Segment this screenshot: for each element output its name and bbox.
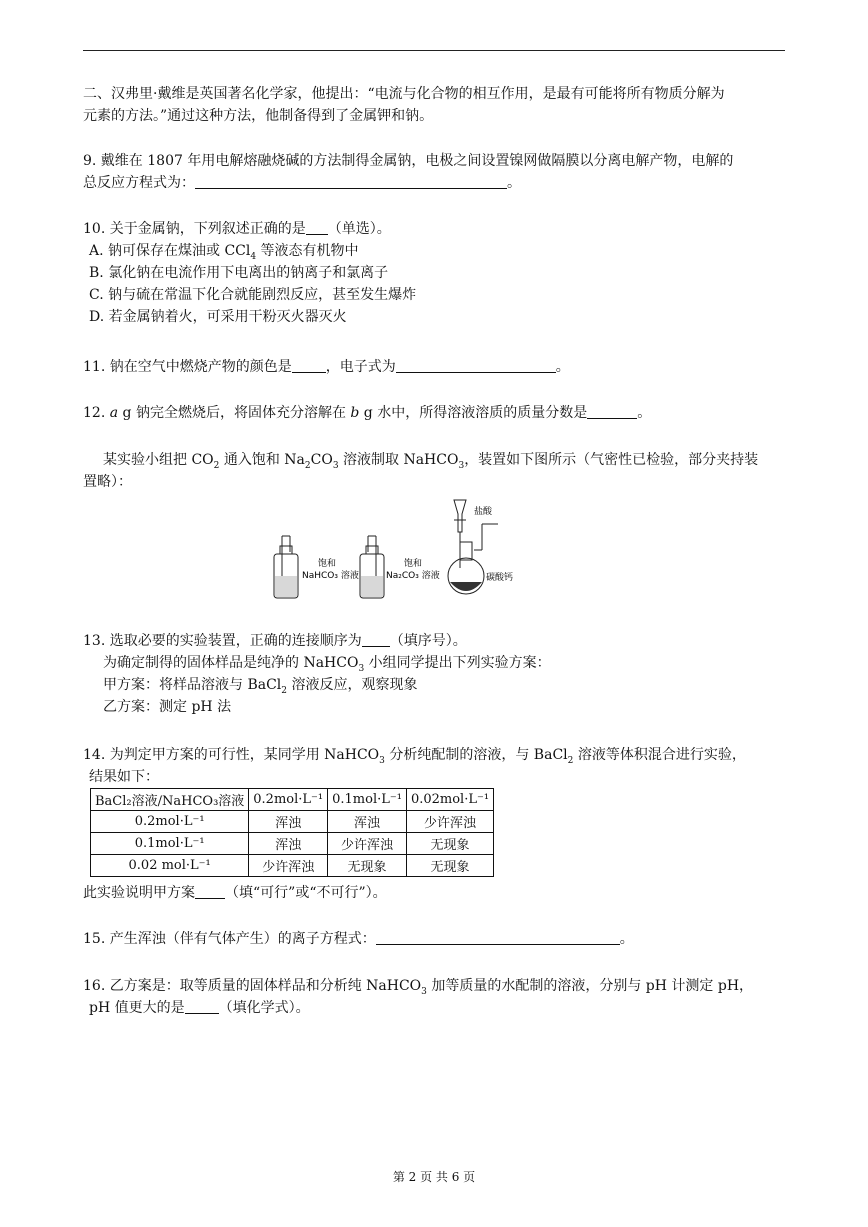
table-row	[91, 855, 494, 877]
q16-stem	[83, 975, 785, 997]
q11-end: 。	[555, 359, 570, 375]
q10-option-a-text: A. 钠可保存在煤油或 CCl	[89, 243, 251, 259]
q12-answer-blank[interactable]	[587, 404, 637, 419]
q16-s1: 3	[421, 986, 427, 997]
q13-stem-end: （填序号）。	[389, 633, 467, 649]
table-row-header: 0.1mol·L⁻¹	[91, 833, 249, 855]
label-na2co3-solution: Na₂CO₃ 溶液	[386, 571, 440, 581]
table-row-header: 0.02 mol·L⁻¹	[91, 855, 249, 877]
exp-t1: 某实验小组把 CO	[103, 452, 214, 468]
q15-answer-blank[interactable]	[376, 930, 620, 945]
exp-t4: 溶液制取 NaHCO	[338, 452, 459, 468]
q16-line-2	[83, 997, 785, 1019]
label-saturated-2: 饱和	[404, 559, 423, 569]
q15-line	[83, 928, 785, 950]
exp-t3: CO	[310, 452, 333, 468]
q12-line	[83, 402, 785, 424]
q16-l2-text: pH 值更大的是	[89, 1000, 185, 1016]
exp-s2: 2	[304, 460, 311, 471]
q10-option-a-sub: 4	[250, 251, 257, 262]
q13-line-2	[83, 652, 785, 674]
intro-line-2: 元素的方法。”通过这种方法，他制备得到了金属钾和钠。	[83, 108, 434, 124]
table-cell: 无现象	[406, 855, 493, 877]
experiment-intro	[83, 449, 785, 493]
table-header-row	[91, 789, 494, 811]
table-cell: 少许浑浊	[328, 833, 407, 855]
q16-t1: 16. 乙方案是：取等质量的固体样品和分析纯 NaHCO	[83, 978, 422, 994]
q10-option-a[interactable]	[83, 240, 785, 262]
q11-middle: ，电子式为	[325, 359, 396, 375]
table-col-header: 0.02mol·L⁻¹	[406, 789, 493, 811]
q12-part-1: g 钠完全燃烧后，将固体充分溶解在	[118, 405, 351, 421]
q14-t2: 分析纯配制的溶液，与 BaCl	[384, 747, 568, 763]
table-cell: 少许浑浊	[249, 855, 328, 877]
q9-end: 。	[507, 175, 521, 191]
q16-l2-end: （填化学式）。	[218, 1000, 310, 1016]
q10-answer-blank[interactable]	[306, 220, 328, 235]
plan-a	[83, 674, 785, 696]
bottle-1-liquid	[275, 576, 297, 597]
q14-stem	[83, 744, 785, 766]
apparatus-diagram	[268, 496, 530, 602]
q10-stem-text: 10. 关于金属钠，下列叙述正确的是	[83, 221, 306, 237]
plan-a-text: 甲方案：将样品溶液与 BaCl	[103, 677, 282, 693]
plan-b: 乙方案：测定 pH 法	[103, 699, 232, 715]
table-cell: 浑浊	[249, 811, 328, 833]
q13-l2-a: 为确定制得的固体样品是纯净的 NaHCO	[103, 655, 359, 671]
q10-option-a-end: 等液态有机物中	[256, 243, 359, 259]
dropping-funnel	[454, 500, 466, 532]
label-calcium-carbonate: 碳酸钙	[486, 573, 514, 583]
q13-l2-sub: 3	[358, 663, 365, 674]
exp-t2: 通入饱和 Na	[219, 452, 305, 468]
question-14	[83, 744, 785, 788]
table-cell: 无现象	[406, 833, 493, 855]
header-rule	[83, 50, 785, 51]
table-cell: 浑浊	[328, 811, 407, 833]
q15-stem: 15. 产生浑浊（伴有气体产生）的离子方程式：	[83, 931, 376, 947]
q12-end: 。	[637, 405, 652, 421]
q13-l2-b: 小组同学提出下列实验方案：	[364, 655, 551, 671]
q11-electron-formula-blank[interactable]	[396, 358, 556, 373]
label-hydrochloric-acid: 盐酸	[474, 507, 493, 517]
q14-answer-blank[interactable]	[195, 884, 225, 899]
q16-answer-blank[interactable]	[185, 999, 219, 1014]
table-cell: 无现象	[328, 855, 407, 877]
q10-option-d[interactable]: D. 若金属钠着火，可采用干粉灭火器灭火	[89, 309, 347, 325]
q14-s2: 2	[567, 755, 574, 766]
flask-neck	[460, 542, 472, 560]
question-16	[83, 975, 785, 1019]
q12-var-a: a	[109, 405, 119, 421]
q14-conclusion-end: （填“可行”或“不可行”）。	[225, 885, 387, 901]
q14-s1: 3	[379, 755, 385, 766]
q13-answer-blank[interactable]	[362, 632, 390, 647]
q16-t2: 加等质量的水配制的溶液，分别与 pH 计测定 pH，	[426, 978, 754, 994]
exp-intro-line-2: 置略）：	[83, 474, 132, 490]
exp-intro-line-1	[83, 449, 785, 471]
q14-conclusion	[83, 882, 785, 904]
q11-color-blank[interactable]	[292, 358, 326, 373]
bottle-2-liquid	[361, 576, 383, 597]
q11-line	[83, 356, 785, 378]
q14-t3: 溶液等体积混合进行实验，	[573, 747, 746, 763]
results-table	[90, 788, 494, 877]
table-col-header: 0.2mol·L⁻¹	[249, 789, 328, 811]
q13-stem-text: 13. 选取必要的实验装置，正确的连接顺序为	[83, 633, 362, 649]
intro-line-1: 二、汉弗里·戴维是英国著名化学家，他提出：“电流与化合物的相互作用，是最有可能将所有物质分解为	[83, 86, 725, 102]
label-nahco3-solution: NaHCO₃ 溶液	[302, 571, 359, 581]
q10-stem	[83, 218, 785, 240]
plan-a-sub: 2	[281, 685, 288, 696]
exp-t5: ，装置如下图所示（气密性已检验，部分夹持装	[464, 452, 759, 468]
question-11	[83, 356, 785, 378]
q14-conclusion-text: 此实验说明甲方案	[83, 885, 195, 901]
q12-part-2: g 水中，所得溶液溶质的质量分数是	[359, 405, 588, 421]
question-9	[83, 150, 785, 194]
q9-stem: 9. 戴维在 1807 年用电解熔融烧碱的方法制得金属钠，电极之间设置镍网做隔膜以分离电解产物，电解的	[83, 153, 734, 169]
table-row	[91, 833, 494, 855]
section-intro	[83, 83, 785, 127]
table-row	[91, 811, 494, 833]
page-number: 第 2 页 共 6 页	[392, 1170, 476, 1184]
table-corner-cell: BaCl₂溶液/NaHCO₃溶液	[91, 789, 249, 811]
page-footer	[0, 1168, 868, 1185]
exp-s4: 3	[458, 460, 465, 471]
q9-line-2	[83, 172, 785, 194]
table-row-header: 0.2mol·L⁻¹	[91, 811, 249, 833]
q15-end: 。	[619, 931, 634, 947]
table-col-header: 0.1mol·L⁻¹	[328, 789, 407, 811]
q10-stem-end: （单选）。	[327, 221, 391, 237]
q14-conclusion-line	[83, 882, 785, 904]
q10-option-b[interactable]: B. 氯化钠在电流作用下电离出的钠离子和氯离子	[89, 265, 389, 281]
q11-stem: 11. 钠在空气中燃烧产物的颜色是	[83, 359, 292, 375]
q12-number: 12.	[83, 405, 110, 421]
q9-answer-blank[interactable]	[195, 174, 507, 189]
label-saturated-1: 饱和	[318, 559, 337, 569]
q14-t1: 14. 为判定甲方案的可行性，某同学用 NaHCO	[83, 747, 380, 763]
q9-label: 总反应方程式为：	[83, 175, 195, 191]
q12-var-b: b	[350, 405, 360, 421]
question-12	[83, 402, 785, 424]
exp-s3: 3	[332, 460, 339, 471]
q13-stem	[83, 630, 785, 652]
question-15	[83, 928, 785, 950]
q10-option-c[interactable]: C. 钠与硫在常温下化合就能剧烈反应，甚至发生爆炸	[89, 287, 417, 303]
table-cell: 浑浊	[249, 833, 328, 855]
question-13	[83, 630, 785, 718]
exp-s1: 2	[213, 460, 220, 471]
plan-a-end: 溶液反应，观察现象	[287, 677, 418, 693]
apparatus-svg	[268, 496, 530, 602]
table-cell: 少许浑浊	[406, 811, 493, 833]
question-10	[83, 218, 785, 328]
q14-line-2: 结果如下：	[89, 769, 159, 785]
